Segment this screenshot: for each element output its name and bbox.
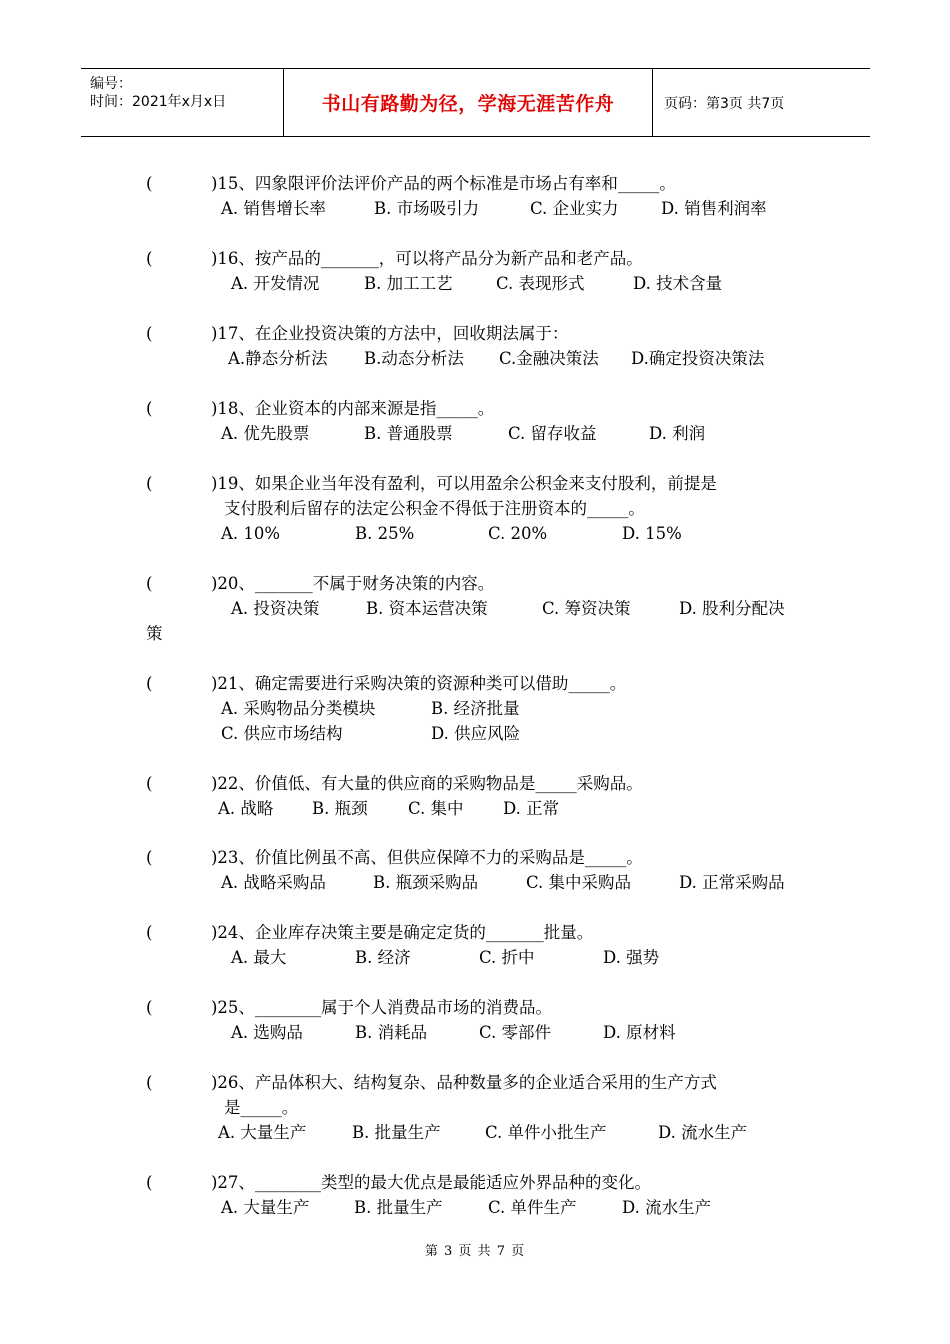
question-cont-tail: 。	[628, 499, 645, 518]
question-stem: )19、如果企业当年没有盈利，可以用盈余公积金来支付股利，前提是	[211, 474, 717, 493]
answer-option: C. 供应市场结构	[221, 724, 343, 743]
answer-option: D. 股利分配决	[679, 599, 785, 618]
answer-option: C. 留存收益	[508, 424, 597, 443]
answer-option: D. 供应风险	[431, 724, 521, 743]
answer-paren: (	[146, 399, 153, 418]
question-stem: )22、价值低、有大量的供应商的采购物品是	[211, 774, 536, 793]
question-tail: 。	[626, 848, 643, 867]
answer-option: A. 最大	[231, 948, 287, 967]
answer-option: D. 正常采购品	[679, 873, 785, 892]
answer-blank: _____	[436, 399, 478, 418]
answer-option: C. 企业实力	[530, 199, 619, 218]
question-tail: 类型的最大优点是最能适应外界品种的变化。	[320, 1173, 651, 1192]
answer-option: D. 技术含量	[633, 274, 723, 293]
question-tail: 。	[477, 399, 495, 418]
page-header	[81, 68, 870, 137]
answer-option: D. 利润	[649, 424, 706, 443]
answer-paren: (	[146, 774, 153, 793]
question-text	[211, 920, 593, 945]
question-stem: )24、企业库存决策主要是确定定货的	[211, 923, 486, 942]
answer-option: A.静态分析法	[228, 349, 328, 368]
question-stem: )15、四象限评价法评价产品的两个标准是市场占有率和	[211, 174, 618, 193]
answer-blank: _____	[535, 774, 577, 793]
answer-option: C. 零部件	[479, 1023, 552, 1042]
answer-option: D. 原材料	[603, 1023, 676, 1042]
answer-option: A. 选购品	[231, 1023, 303, 1042]
answer-option: C. 单件小批生产	[485, 1123, 607, 1142]
answer-paren: (	[146, 574, 153, 593]
question-text	[211, 771, 643, 796]
answer-option: C. 20%	[488, 524, 548, 543]
question-stem: )17、在企业投资决策的方法中，回收期法属于：	[211, 324, 569, 343]
question-tail: 不属于财务决策的内容。	[312, 574, 495, 593]
question-text	[211, 396, 494, 421]
answer-option: C.金融决策法	[499, 349, 599, 368]
answer-option: C. 集中	[408, 799, 464, 818]
question-text	[211, 171, 676, 196]
question-text	[211, 1170, 651, 1195]
question-text	[211, 321, 568, 346]
header-motto: 书山有路勤为径，学海无涯苦作舟	[284, 69, 653, 136]
answer-blank: _______	[320, 249, 379, 268]
answer-option: A. 优先股票	[221, 424, 310, 443]
answer-blank: _____	[568, 674, 610, 693]
answer-option: B. 25%	[355, 524, 415, 543]
answer-option: B. 普通股票	[364, 424, 453, 443]
answer-blank: ________	[254, 998, 321, 1017]
question-text	[211, 1070, 717, 1095]
question-text	[211, 246, 643, 271]
question-text	[211, 671, 626, 696]
answer-paren: (	[146, 249, 153, 268]
answer-blank: _____	[584, 848, 627, 867]
answer-option: C. 表现形式	[496, 274, 585, 293]
question-stem: )26、产品体积大、结构复杂、品种数量多的企业适合采用的生产方式	[211, 1073, 717, 1092]
answer-option: B. 瓶颈采购品	[373, 873, 479, 892]
answer-option: B. 加工工艺	[364, 274, 453, 293]
question-stem: )20、	[211, 574, 255, 593]
answer-option: B. 批量生产	[352, 1123, 441, 1142]
date: 时间：2021年x月x日	[90, 94, 227, 110]
serial-number: 编号：	[90, 76, 132, 92]
question-stem: )27、	[211, 1173, 255, 1192]
answer-option: A. 投资决策	[231, 599, 320, 618]
answer-paren: (	[146, 474, 153, 493]
answer-option: A. 大量生产	[221, 1198, 310, 1217]
answer-blank: _____	[240, 1098, 282, 1117]
answer-option: D. 正常	[503, 799, 560, 818]
answer-blank: _____	[617, 174, 660, 193]
answer-option: B. 经济批量	[431, 699, 520, 718]
question-text	[211, 845, 643, 870]
answer-option: A. 采购物品分类模块	[221, 699, 376, 718]
answer-option: C. 筹资决策	[542, 599, 631, 618]
answer-option: D.确定投资决策法	[631, 349, 765, 368]
answer-option: A. 大量生产	[218, 1123, 307, 1142]
answer-blank: _______	[254, 574, 313, 593]
header-info-cell	[81, 69, 284, 136]
answer-option: B. 消耗品	[355, 1023, 428, 1042]
answer-option: B. 批量生产	[354, 1198, 443, 1217]
question-cont-text: 是	[224, 1098, 241, 1117]
answer-option: B. 经济	[355, 948, 411, 967]
answer-blank: _____	[587, 499, 629, 518]
answer-option: B. 瓶颈	[312, 799, 368, 818]
question-stem: )18、企业资本的内部来源是指	[211, 399, 437, 418]
answer-option: A. 战略	[218, 799, 274, 818]
answer-blank: _______	[485, 923, 544, 942]
question-stem: )16、按产品的	[211, 249, 321, 268]
answer-option: D. 流水生产	[658, 1123, 748, 1142]
question-text	[211, 471, 717, 496]
question-text	[211, 995, 552, 1020]
question-tail: 批量。	[543, 923, 594, 942]
answer-paren: (	[146, 923, 153, 942]
answer-option: A. 战略采购品	[221, 873, 326, 892]
answer-option: B. 市场吸引力	[374, 199, 480, 218]
question-continuation	[224, 496, 645, 521]
answer-option: D. 强势	[603, 948, 660, 967]
answer-paren: (	[146, 674, 153, 693]
question-cont-text: 支付股利后留存的法定公积金不得低于注册资本的	[224, 499, 587, 518]
question-cont-tail: 。	[281, 1098, 299, 1117]
answer-option: D. 流水生产	[622, 1198, 712, 1217]
answer-option: B.动态分析法	[364, 349, 464, 368]
answer-option: D. 15%	[622, 524, 682, 543]
question-tail: 属于个人消费品市场的消费品。	[320, 998, 552, 1017]
answer-paren: (	[146, 1073, 153, 1092]
answer-option: B. 资本运营决策	[366, 599, 488, 618]
question-stem: )21、确定需要进行采购决策的资源种类可以借助	[211, 674, 569, 693]
answer-option: C. 折中	[479, 948, 535, 967]
answer-paren: (	[146, 1173, 153, 1192]
answer-paren: (	[146, 848, 153, 867]
question-stem: )23、价值比例虽不高、但供应保障不力的采购品是	[211, 848, 585, 867]
answer-option: A. 10%	[221, 524, 281, 543]
answer-option: A. 销售增长率	[221, 199, 326, 218]
answer-option: C. 单件生产	[488, 1198, 577, 1217]
question-stem: )25、	[211, 998, 255, 1017]
question-tail: 采购品。	[576, 774, 643, 793]
page-footer: 第 3 页 共 7 页	[424, 1244, 526, 1259]
answer-paren: (	[146, 998, 153, 1017]
answer-option: A. 开发情况	[231, 274, 320, 293]
answer-blank: ________	[254, 1173, 321, 1192]
page-number: 页码：第3页 共7页	[664, 95, 785, 112]
option-wrap-text: 策	[146, 624, 163, 643]
question-text	[211, 571, 494, 596]
question-tail: 。	[659, 174, 676, 193]
answer-paren: (	[146, 324, 153, 343]
answer-option: D. 销售利润率	[661, 199, 767, 218]
answer-option: C. 集中采购品	[526, 873, 632, 892]
answer-paren: (	[146, 174, 153, 193]
question-tail: ，可以将产品分为新产品和老产品。	[378, 249, 643, 268]
question-tail: 。	[609, 674, 627, 693]
question-continuation	[224, 1095, 298, 1120]
